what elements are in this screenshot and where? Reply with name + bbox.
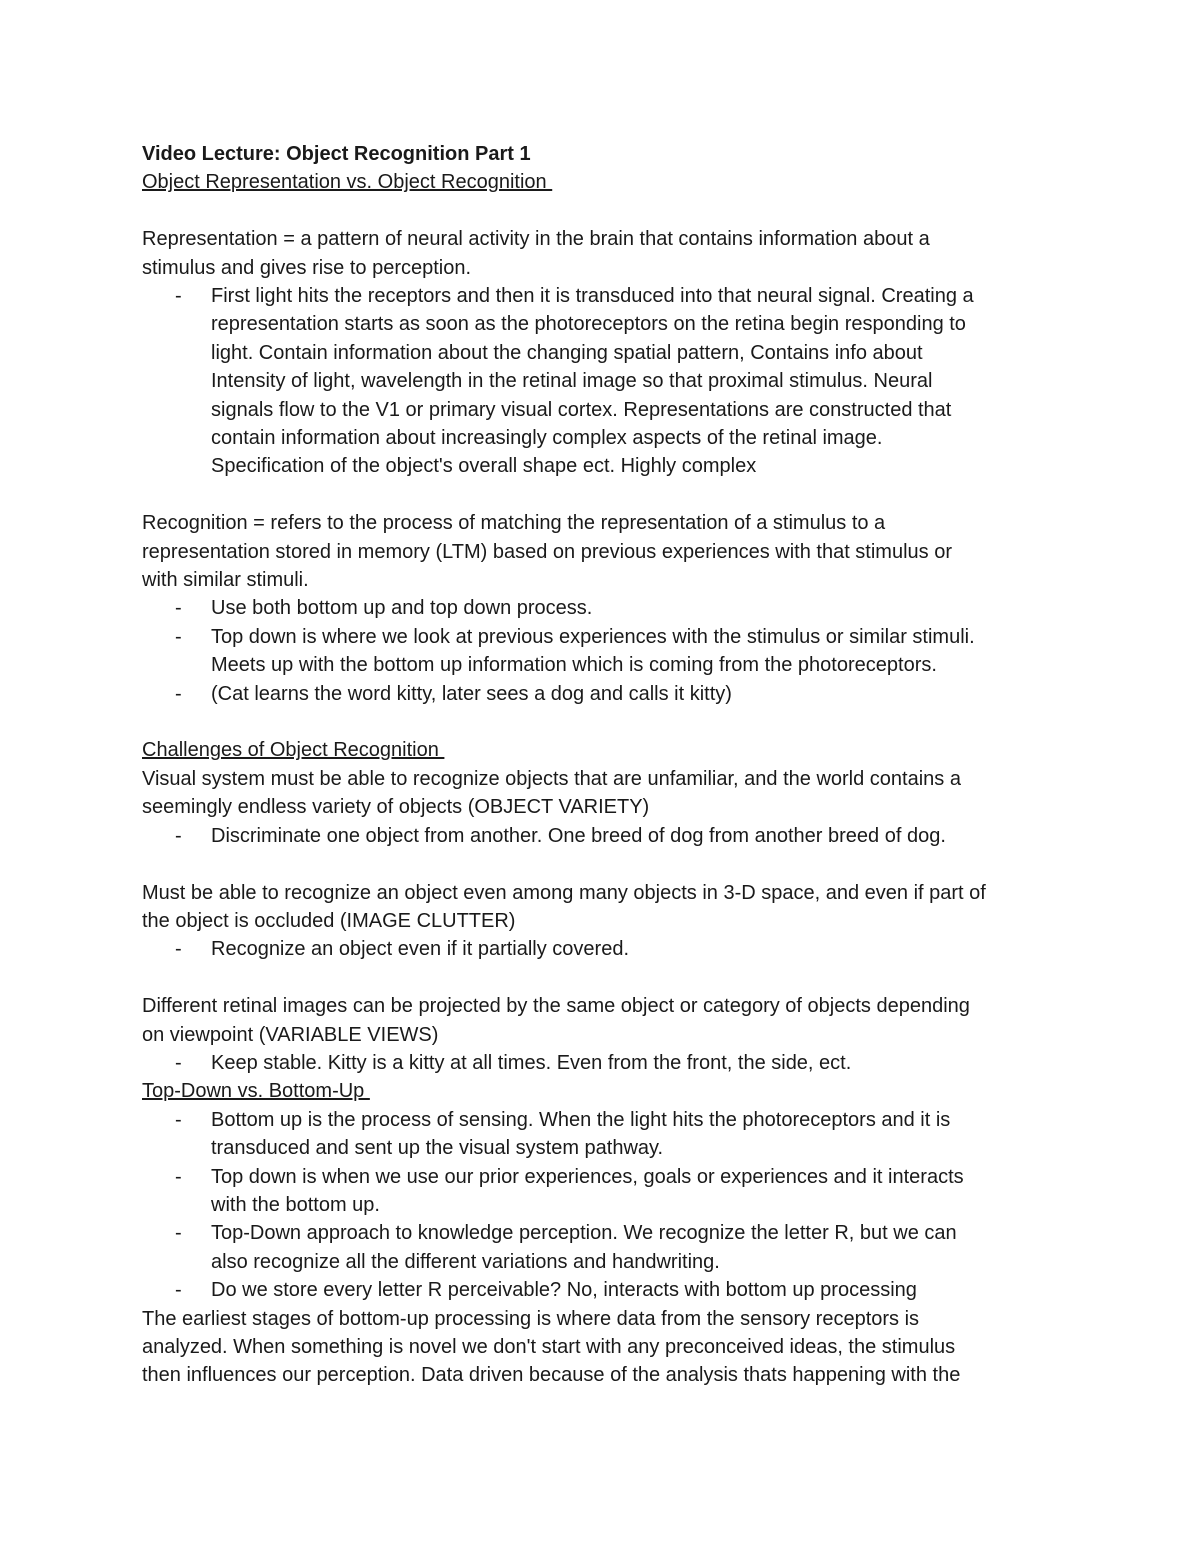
paragraph-line: Visual system must be able to recognize objects that are unfamiliar, and the world contains a — [142, 767, 961, 790]
list-item — [142, 1049, 1062, 1077]
list-item — [142, 594, 1062, 622]
bullet-dash: - — [175, 1222, 182, 1245]
bullet-dash: - — [175, 597, 182, 620]
list-item — [142, 1276, 1062, 1304]
bullet-list-clutter — [142, 935, 1062, 963]
list-item-text: Discriminate one object from another. One breed of dog from another breed of dog. — [211, 824, 946, 847]
list-item-text: Top-Down approach to knowledge perception. We recognize the letter R, but we can also recognize all the different variations and handwriting. — [211, 1222, 957, 1273]
spacer — [142, 964, 1062, 992]
paragraph-line: Different retinal images can be projected by the same object or category of objects depending — [142, 995, 970, 1018]
section-heading-challenges: Challenges of Object Recognition — [142, 739, 445, 762]
paragraph-line: stimulus and gives rise to perception. — [142, 256, 472, 279]
list-item — [142, 1106, 1062, 1163]
paragraph-line: analyzed. When something is novel we don't start with any preconceived ideas, the stimulus — [142, 1335, 956, 1358]
document-page — [142, 140, 1062, 1390]
list-item — [142, 680, 1062, 708]
paragraph-line: Must be able to recognize an object even among many objects in 3-D space, and even if part of — [142, 881, 986, 904]
section-heading-top-down: Top-Down vs. Bottom-Up — [142, 1080, 370, 1103]
bullet-dash: - — [175, 824, 182, 847]
paragraph-line: the object is occluded (IMAGE CLUTTER) — [142, 909, 516, 932]
paragraph-line: seemingly endless variety of objects (OBJECT VARIETY) — [142, 796, 650, 819]
bullet-dash: - — [175, 938, 182, 961]
list-item-text: Keep stable. Kitty is a kitty at all times. Even from the front, the side, ect. — [211, 1051, 852, 1074]
bullet-list-representation — [142, 282, 1062, 481]
bullet-dash: - — [175, 1279, 182, 1302]
paragraph-line: representation stored in memory (LTM) based on previous experiences with that stimulus or — [142, 540, 952, 563]
paragraph-line: with similar stimuli. — [142, 569, 309, 592]
spacer — [142, 708, 1062, 736]
bullet-dash: - — [175, 1165, 182, 1188]
list-item-text: First light hits the receptors and then it is transduced into that neural signal. Creating a representation starts as soon as the photoreceptors on the retina begin responding to light. Contain information about the changing spatial pattern, Contains info about Intensity of light, wavelength in the retinal image so that proximal stimulus. Neural signals flow to the V1 or primary visual cortex. Representations are constructed that contain information about increasingly complex aspects of the retinal image. Specification of the object's overall shape ect. Highly complex — [211, 285, 974, 478]
list-item-text: Do we store every letter R perceivable? No, interacts with bottom up processing — [211, 1279, 917, 1302]
list-item — [142, 1219, 1062, 1276]
bullet-list-views — [142, 1049, 1062, 1077]
paragraph-line: Representation = a pattern of neural activity in the brain that contains information about a — [142, 228, 930, 251]
list-item — [142, 1163, 1062, 1220]
spacer — [142, 197, 1062, 225]
list-item-text: Recognize an object even if it partially covered. — [211, 938, 630, 961]
list-item-text: (Cat learns the word kitty, later sees a dog and calls it kitty) — [211, 682, 732, 705]
spacer — [142, 850, 1062, 878]
list-item-text: Use both bottom up and top down process. — [211, 597, 593, 620]
bullet-list-top-down — [142, 1106, 1062, 1305]
list-item — [142, 623, 1062, 680]
bullet-dash: - — [175, 625, 182, 648]
list-item — [142, 935, 1062, 963]
list-item — [142, 822, 1062, 850]
list-item-text: Top down is when we use our prior experiences, goals or experiences and it interacts with the bottom up. — [211, 1165, 964, 1216]
bullet-dash: - — [175, 682, 182, 705]
bullet-dash: - — [175, 285, 182, 308]
paragraph-line: then influences our perception. Data driven because of the analysis thats happening with the — [142, 1364, 961, 1387]
document-title: Video Lecture: Object Recognition Part 1 — [142, 143, 531, 165]
bullet-dash: - — [175, 1051, 182, 1074]
paragraph-line: Recognition = refers to the process of matching the representation of a stimulus to a — [142, 512, 886, 535]
list-item-text: Top down is where we look at previous experiences with the stimulus or similar stimuli. Meets up with the bottom up information which is coming from the photoreceptors. — [211, 625, 975, 677]
bullet-list-recognition — [142, 594, 1062, 708]
list-item-text: Bottom up is the process of sensing. When the light hits the photoreceptors and it is transduced and sent up the visual system pathway. — [211, 1108, 951, 1160]
paragraph-line: The earliest stages of bottom-up processing is where data from the sensory receptors is — [142, 1307, 920, 1330]
spacer — [142, 481, 1062, 509]
bullet-dash: - — [175, 1108, 182, 1131]
bullet-list-variety — [142, 822, 1062, 850]
section-heading-representation: Object Representation vs. Object Recognition — [142, 171, 553, 194]
paragraph-line: on viewpoint (VARIABLE VIEWS) — [142, 1023, 439, 1046]
list-item — [142, 282, 1062, 481]
